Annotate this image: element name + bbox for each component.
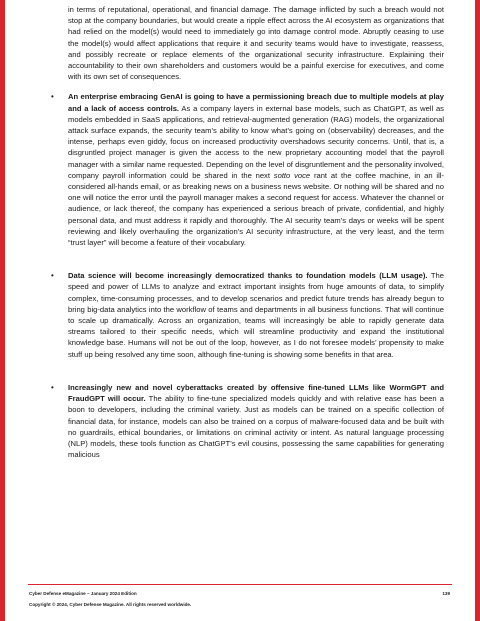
bullet-item-data-science bbox=[51, 270, 444, 360]
article-body bbox=[51, 4, 444, 482]
footer-page-number: 139 bbox=[442, 591, 450, 596]
bullet-paragraph bbox=[68, 382, 444, 460]
bullet-lead: Increasingly new and novel cyberattacks created by offensive fine-tuned LLMs like WormGPT and FraudGPT will occur. bbox=[68, 382, 444, 404]
footer-copyright: Copyright © 2024, Cyber Defense Magazine. All rights reserved worldwide. bbox=[29, 602, 192, 607]
footer-divider bbox=[28, 584, 452, 585]
bullet-lead: An enterprise embracing GenAI is going to have a permissioning breach due to multiple models at play and a lack of access controls. bbox=[68, 92, 444, 113]
bullet-item-permissioning bbox=[51, 91, 444, 248]
bullet-item-cyberattacks bbox=[51, 382, 444, 460]
footer-magazine-edition: Cyber Defense eMagazine – January 2024 Edition bbox=[29, 591, 137, 596]
bullet-body: As a company layers in external base models, such as ChatGPT, as well as models embedded in SaaS applications, and retrieval-augmented generation (RAG) models, the organizational attack surface expands, the security team’s ability to know what’s going on (observability) decreases, and the intense, perhaps even giddy, focus on increased productivity overshadows security concerns. Until, that is, a disgruntled project manager is given the access to the new proprietary accounting model that the payroll manager with a similar name requested. Depending on the level of disgruntlement and the personality involved, company payroll information could be shared in the next bbox=[68, 103, 444, 180]
bullet-italic: sotto voce bbox=[273, 170, 311, 180]
bullet-body-cont: rant at the coffee machine, in an ill-considered all-hands email, or as breaking news on a business news website. Or nothing will be shared and no one will notice the error until the payroll manager makes a second request for access. Whatever the channel or audience, or lack thereof, the company has experienced a serious breach of private, confidential, and highly personal data, and must address it rapidly and thoroughly. The AI security team’s days or weeks will be spent reviewing and likely overhauling the organization’s AI security infrastructure, at the very least, and the term “trust layer” will become a feature of their vocabulary. bbox=[68, 170, 444, 248]
bullet-paragraph bbox=[68, 270, 444, 360]
intro-paragraph: in terms of reputational, operational, and financial damage. The damage inflicted by such a breach would not stop at the company boundaries, but would create a ripple effect across the AI ecosystem as organizations that had relied on the model(s) would need to immediately go into damage control mode. Abruptly ceasing to use the model(s) would affect applications that require it and security teams would have to investigate, reassess, and possibly recreate or replace elements of the organizational security infrastructure. Explaining their accountability to their own shareholders and customers would be a painful exercise for executives, and come with its own set of consequences. bbox=[68, 5, 444, 82]
bullet-body: The speed and power of LLMs to analyze and extract important insights from huge amounts of data, to simplify complex, time-consuming processes, and to develop scenarios and predict future trends has already begun to bring big-data analytics into the workflow of teams and departments in all business functions. That will continue to scale up dramatically. Across an organization, teams will increasingly be able to rapidly generate data streams tailored to their specific needs, which will streamline productivity and expand the institutional knowledge base. Humans will not be out of the loop, however, as I do not foresee models’ propensity to make stuff up being resolved any time soon, although fine-tuning is showing some benefits in that area. bbox=[68, 271, 444, 359]
right-accent-bar bbox=[475, 0, 480, 621]
bullet-lead: Data science will become increasingly democratized thanks to foundation models (LLM usage). bbox=[68, 271, 428, 281]
bullet-icon: • bbox=[51, 92, 54, 102]
bullet-body: The ability to fine-tune specialized models quickly and with relative ease has been a boon to developers, including the criminal variety. Just as models can be trained on a specific collection of financial data, for instance, models can also be trained on a corpus of malware-focused data and be built with no guardrails, ethical boundaries, or limitations on criminal activity or intent. As natural language processing (NLP) models, these tools function as ChatGPT’s evil cousins, possessing the same capabilities for generating malicious bbox=[68, 394, 444, 460]
left-accent-bar bbox=[0, 0, 5, 621]
bullet-icon: • bbox=[51, 271, 54, 281]
bullet-paragraph bbox=[68, 91, 444, 248]
bullet-icon: • bbox=[51, 382, 54, 392]
